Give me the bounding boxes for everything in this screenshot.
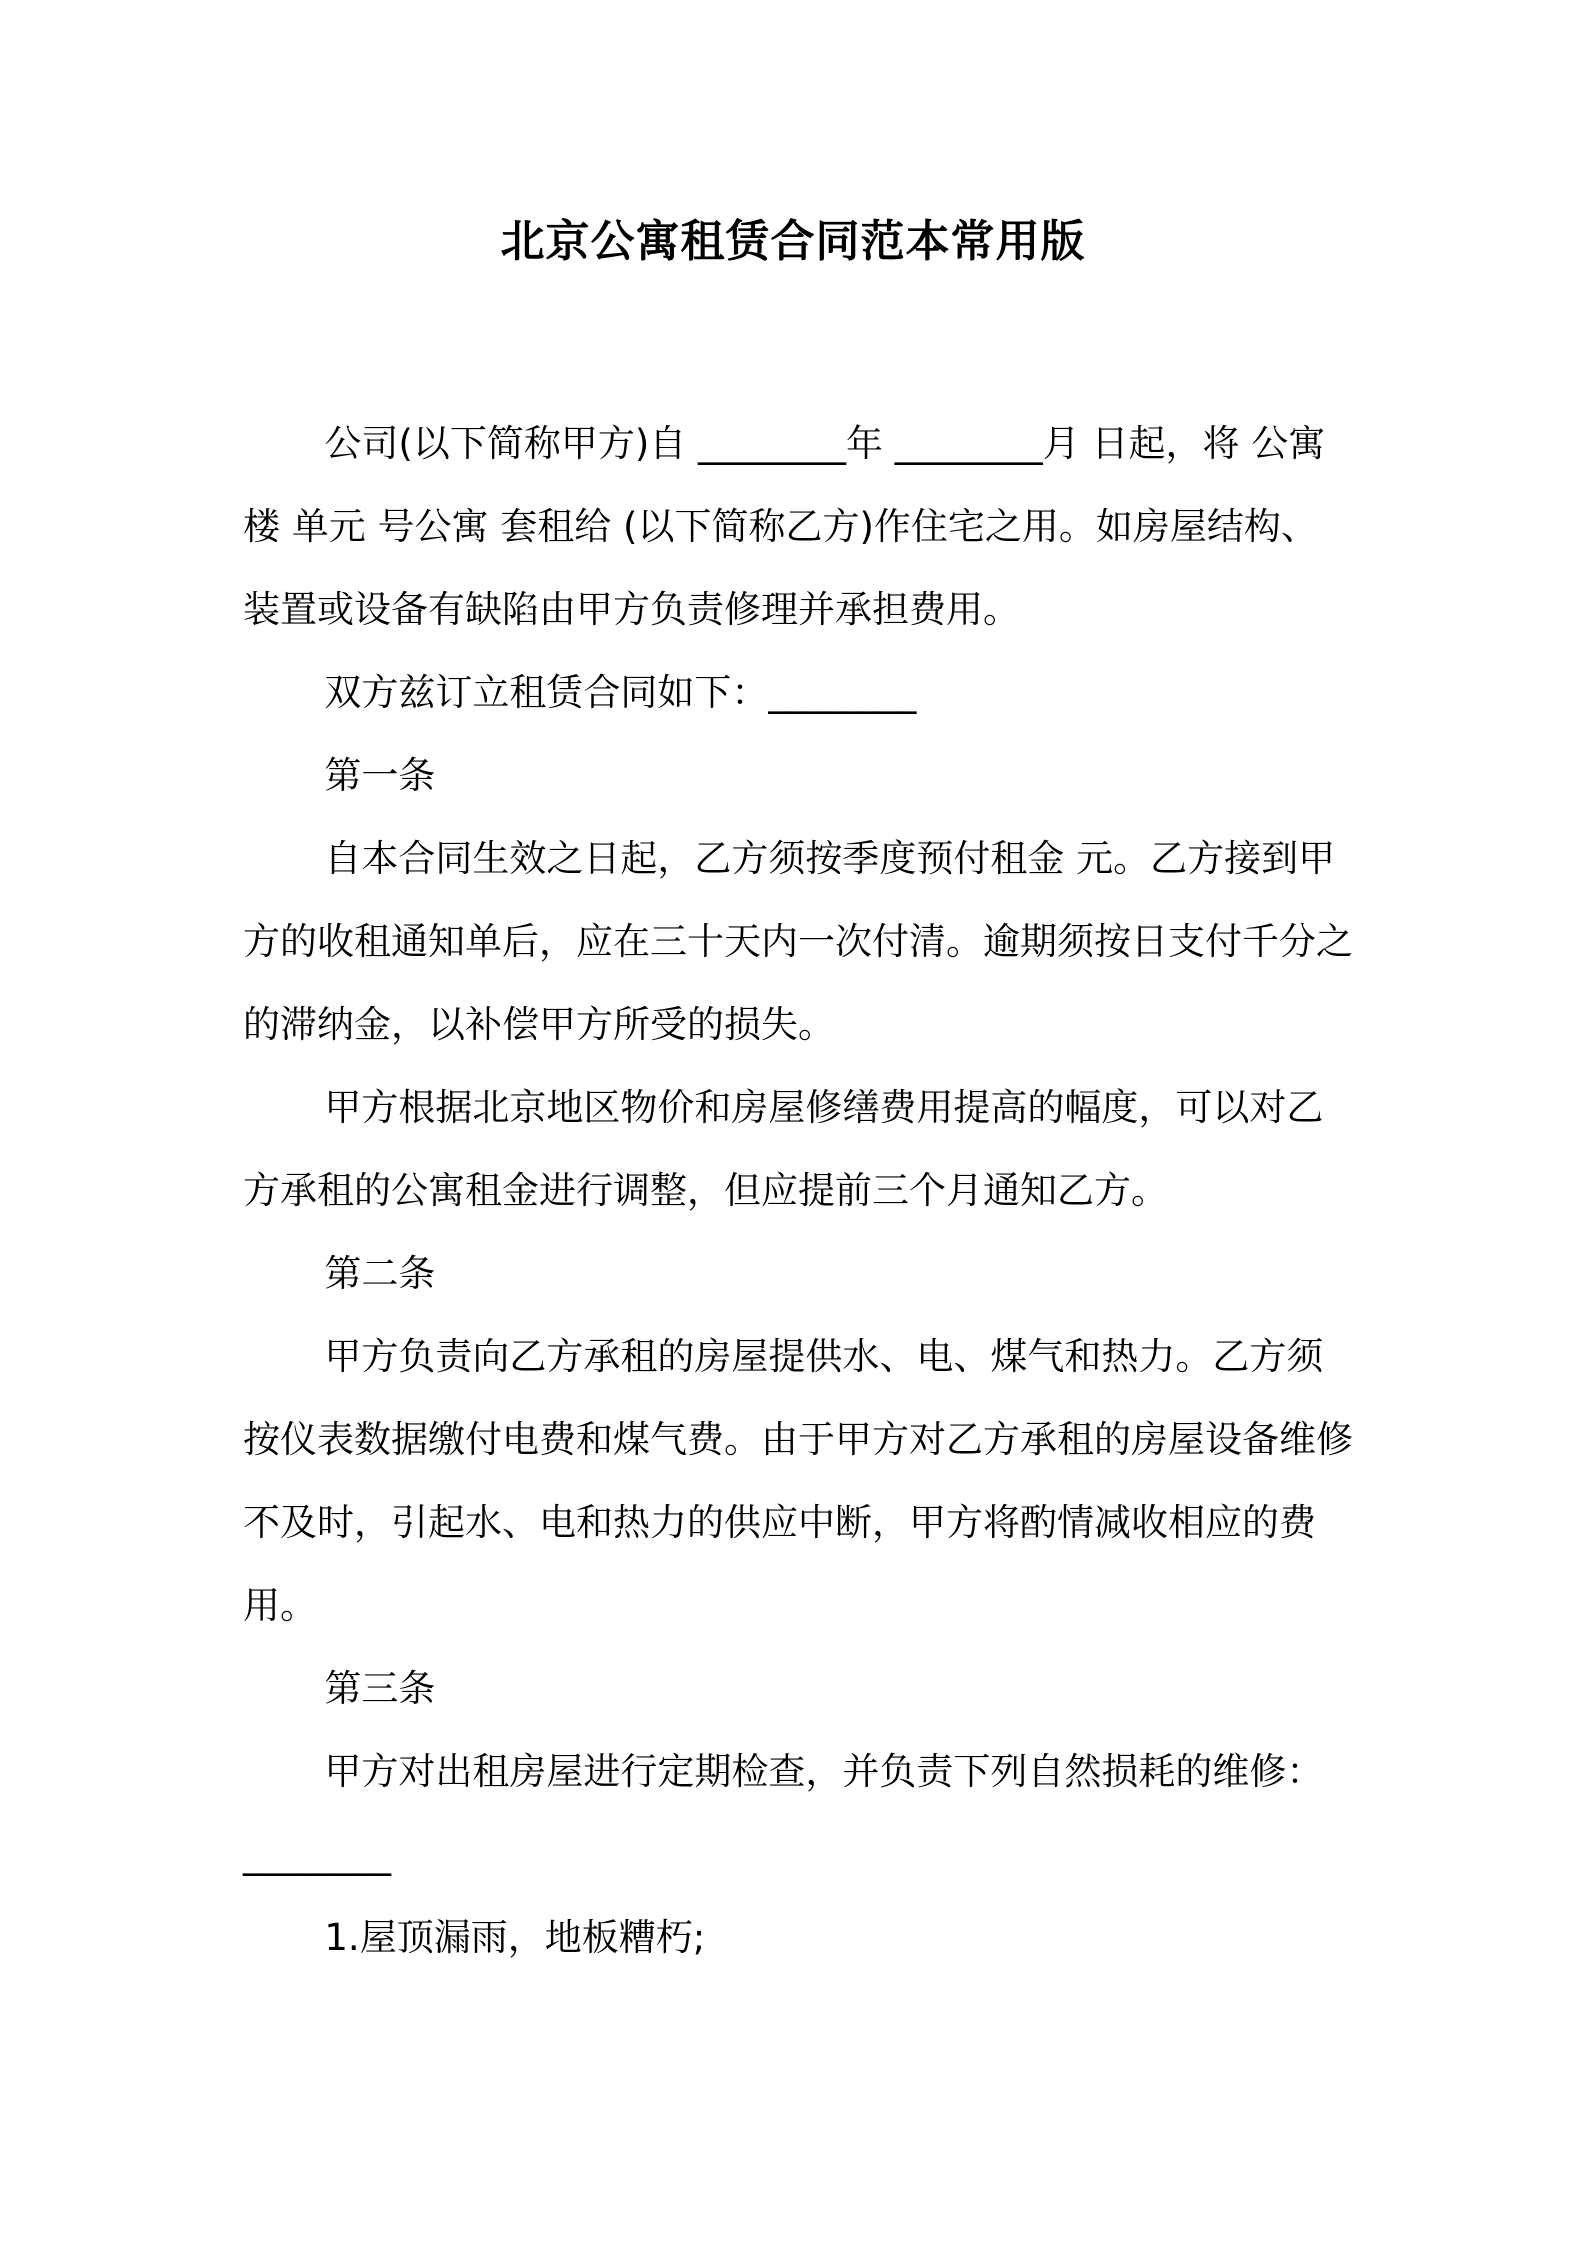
paragraph-rent-adjustment: 甲方根据北京地区物价和房屋修缮费用提高的幅度，可以对乙方承租的公寓租金进行调整，但应提前三个月通知乙方。	[243, 1086, 1324, 1212]
list-item-1: 1.屋顶漏雨，地板糟朽;	[324, 1916, 706, 1959]
paragraph-agreement: 双方兹订立租赁合同如下：________	[324, 671, 917, 714]
document-title: 北京公寓租赁合同范本常用版	[500, 216, 1086, 267]
paragraph-intro: 公司(以下简称甲方)自 ________年 ________月 日起，将 公寓 楼 单元 号公寓 套租给 (以下简称乙方)作住宅之用。如房屋结构、装置或设备有缺陷由甲方负责修理并承担费用。	[243, 422, 1326, 631]
article-heading-3: 第三条	[324, 1667, 436, 1710]
paragraph-inspection: 甲方对出租房屋进行定期检查，并负责下列自然损耗的维修：________	[243, 1750, 1324, 1876]
document-body	[243, 402, 1353, 1979]
paragraph-utilities: 甲方负责向乙方承租的房屋提供水、电、煤气和热力。乙方须按仪表数据缴付电费和煤气费。由于甲方对乙方承租的房屋设备维修不及时，引起水、电和热力的供应中断，甲方将酌情减收相应的费用。	[243, 1335, 1353, 1627]
article-heading-2: 第二条	[324, 1252, 436, 1295]
article-heading-1: 第一条	[324, 754, 436, 797]
paragraph-rent-payment: 自本合同生效之日起，乙方须按季度预付租金 元。乙方接到甲方的收租通知单后，应在三十天内一次付清。逾期须按日支付千分之 的滞纳金，以补偿甲方所受的损失。	[243, 837, 1353, 1046]
